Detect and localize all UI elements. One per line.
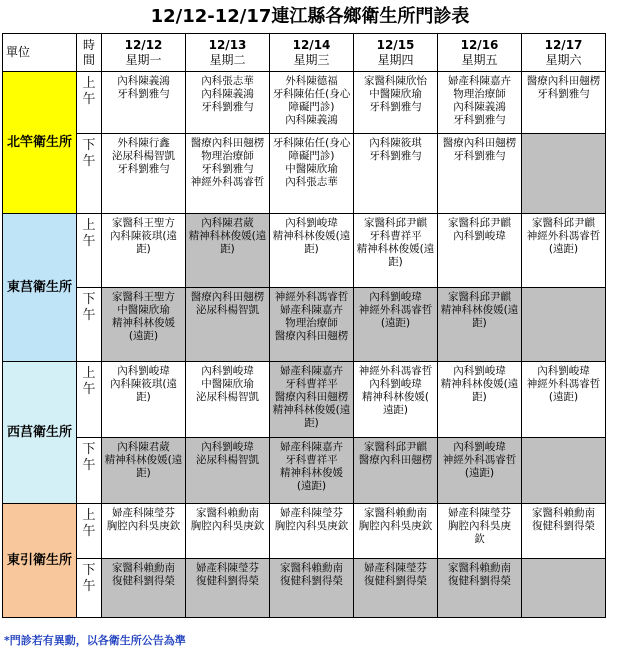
doctor-entry: 復健科劉得榮: [532, 520, 595, 532]
doctor-entry: 距): [304, 417, 319, 429]
doctor-entry: 牙科陳佑任(身心: [272, 88, 351, 100]
doctor-entry: 醫療內科田翹楞: [274, 330, 349, 342]
day-date: 12/17: [544, 37, 583, 52]
site-pm-row: [3, 438, 606, 504]
day-header: [102, 34, 186, 72]
doctor-entry: 內科陳筱琪: [369, 137, 422, 149]
doctor-entry: 內科陳君葳: [201, 217, 254, 229]
schedule-cell: [522, 504, 606, 559]
schedule-cell: [522, 214, 606, 288]
doctor-entry: 婦產科陳嘉卉: [448, 75, 511, 87]
site-am-row: [3, 504, 606, 559]
doctor-entry: 家醫科邱尹麒: [448, 217, 511, 229]
period-char: 上: [82, 218, 96, 233]
doctor-entry: 內科張志華: [285, 176, 338, 188]
doctor-entry: 胸腔內科吳庚: [448, 520, 511, 532]
doctor-entry: (遠距): [464, 467, 495, 479]
schedule-cell: [354, 214, 438, 288]
period-char: 午: [82, 524, 96, 539]
doctor-entry: 神經外科馮睿哲: [526, 230, 601, 242]
day-header: [186, 34, 270, 72]
schedule-cell: [438, 559, 522, 618]
schedule-cell: [102, 504, 186, 559]
schedule-cell: [270, 72, 354, 134]
schedule-cell: [102, 134, 186, 214]
period-am: [77, 214, 102, 288]
schedule-cell: [270, 504, 354, 559]
doctor-entry: 內科張志華: [201, 75, 254, 87]
schedule-cell: [354, 438, 438, 504]
schedule-cell: [102, 72, 186, 134]
doctor-entry: 距): [136, 243, 151, 255]
doctor-entry: 內科劉峻瑋: [201, 365, 254, 377]
schedule-cell: [354, 288, 438, 362]
doctor-entry: 神經外科馮睿哲: [442, 454, 517, 466]
doctor-entry: 內科陳義鴻: [201, 88, 254, 100]
doctor-entry: 內科陳筱琪(遠: [109, 378, 178, 390]
period-char: 午: [82, 308, 96, 323]
doctor-entry: 牙科陳佑任(身心: [272, 137, 351, 149]
day-date: 12/13: [208, 37, 247, 52]
doctor-entry: 復健科劉得榮: [364, 575, 427, 587]
day-weekday: 星期三: [293, 52, 330, 67]
doctor-entry: 婦產科陳嘉卉: [280, 304, 343, 316]
doctor-entry: 復健科劉得榮: [196, 575, 259, 587]
period-char: 下: [82, 563, 96, 578]
schedule-cell: [522, 362, 606, 438]
doctor-entry: 復健科劉得榮: [112, 575, 175, 587]
schedule-cell: [438, 288, 522, 362]
doctor-entry: 家醫科邱尹麒: [532, 217, 595, 229]
doctor-entry: 復健科劉得榮: [448, 575, 511, 587]
doctor-entry: 欽: [474, 533, 485, 545]
schedule-cell: [438, 214, 522, 288]
doctor-entry: 神經外科馮睿哲: [358, 304, 433, 316]
time-header-char: 間: [82, 52, 95, 67]
day-header: [438, 34, 522, 72]
schedule-cell: [354, 72, 438, 134]
schedule-cell: [186, 559, 270, 618]
site-am-row: [3, 362, 606, 438]
schedule-cell: [186, 288, 270, 362]
schedule-cell: [522, 72, 606, 134]
doctor-entry: 婦產科陳瑩芬: [196, 562, 259, 574]
doctor-entry: 精神科林俊媛(遠: [272, 230, 351, 242]
doctor-entry: 婦產科陳瑩芬: [364, 562, 427, 574]
doctor-entry: 內科劉峻瑋: [453, 365, 506, 377]
doctor-entry: 外科陳行鑫: [117, 137, 170, 149]
schedule-cell: [270, 288, 354, 362]
doctor-entry: 牙科曹祥平: [285, 378, 338, 390]
schedule-cell: [102, 362, 186, 438]
doctor-entry: 外科陳德福: [285, 75, 338, 87]
doctor-entry: 牙科劉雅勻: [453, 114, 506, 126]
period-pm: [77, 559, 102, 618]
period-char: 午: [82, 579, 96, 594]
doctor-entry: 距): [220, 243, 235, 255]
doctor-entry: 精神科林俊媛: [112, 317, 175, 329]
doctor-entry: 神經外科馮睿哲: [526, 378, 601, 390]
doctor-entry: 距): [388, 256, 403, 268]
doctor-entry: 精神科林俊媛(遠: [440, 304, 519, 316]
day-header: [270, 34, 354, 72]
schedule-cell: [102, 559, 186, 618]
doctor-entry: 遠距): [382, 404, 409, 416]
doctor-entry: 中醫陳欣瑜: [201, 378, 254, 390]
doctor-entry: 牙科劉雅勻: [453, 150, 506, 162]
doctor-entry: 醫療內科田翹楞: [274, 391, 349, 403]
doctor-entry: 精神科林俊媛(遠: [272, 404, 351, 416]
schedule-cell: [186, 214, 270, 288]
doctor-entry: 婦產科陳嘉卉: [280, 365, 343, 377]
doctor-entry: 距): [472, 391, 487, 403]
doctor-entry: (遠距): [380, 317, 411, 329]
doctor-entry: 內科劉峻瑋: [285, 217, 338, 229]
period-am: [77, 504, 102, 559]
doctor-entry: (遠距): [548, 391, 579, 403]
doctor-entry: 內科陳義鴻: [453, 101, 506, 113]
doctor-entry: (遠距): [548, 243, 579, 255]
schedule-cell: [522, 559, 606, 618]
doctor-entry: 婦產科陳瑩芬: [448, 507, 511, 519]
doctor-entry: 中醫陳欣瑜: [369, 88, 422, 100]
doctor-entry: 內科陳義鴻: [285, 114, 338, 126]
page-title: 12/12-12/17連江縣各鄉衛生所門診表: [150, 6, 470, 27]
doctor-entry: 內科劉峻瑋: [201, 441, 254, 453]
schedule-cell: [102, 438, 186, 504]
doctor-entry: 物理治療師: [453, 88, 506, 100]
doctor-entry: 內科劉峻瑋: [537, 365, 590, 377]
doctor-entry: 婦產科陳瑩芬: [280, 507, 343, 519]
period-char: 午: [82, 382, 96, 397]
day-header: [354, 34, 438, 72]
schedule-cell: [354, 504, 438, 559]
site-name: 東莒衛生所: [3, 214, 77, 362]
doctor-entry: 家醫科賴勳南: [532, 507, 595, 519]
doctor-entry: 醫療內科田翹楞: [190, 291, 265, 303]
day-date: 12/15: [376, 37, 415, 52]
schedule-cell: [438, 362, 522, 438]
doctor-entry: 泌尿科楊智凱: [196, 304, 259, 316]
day-date: 12/12: [124, 37, 163, 52]
doctor-entry: 家醫科賴勳南: [448, 562, 511, 574]
day-weekday: 星期五: [461, 52, 498, 67]
schedule-cell: [522, 288, 606, 362]
day-weekday: 星期一: [125, 52, 162, 67]
doctor-entry: 胸腔內科吳庚欽: [190, 520, 265, 532]
period-char: 下: [82, 442, 96, 457]
day-weekday: 星期六: [545, 52, 582, 67]
doctor-entry: 距): [136, 467, 151, 479]
schedule-cell: [102, 214, 186, 288]
schedule-cell: [438, 72, 522, 134]
period-char: 下: [82, 138, 96, 153]
doctor-entry: 牙科劉雅勻: [537, 88, 590, 100]
schedule-cell: [270, 214, 354, 288]
doctor-entry: 精神科林俊媛(: [361, 391, 430, 403]
unit-header: 單位: [3, 34, 77, 72]
doctor-entry: 家醫科邱尹麒: [364, 441, 427, 453]
doctor-entry: 中醫陳欣瑜: [117, 304, 170, 316]
doctor-entry: 家醫科賴勳南: [280, 562, 343, 574]
doctor-entry: 牙科曹祥平: [369, 230, 422, 242]
period-char: 上: [82, 76, 96, 91]
period-pm: [77, 288, 102, 362]
site-pm-row: [3, 134, 606, 214]
doctor-entry: 家醫科邱尹麒: [364, 217, 427, 229]
doctor-entry: 婦產科陳嘉卉: [280, 441, 343, 453]
schedule-cell: [438, 438, 522, 504]
period-char: 下: [82, 292, 96, 307]
period-char: 上: [82, 508, 96, 523]
period-pm: [77, 134, 102, 214]
doctor-entry: 家醫科王聖方: [112, 291, 175, 303]
doctor-entry: 神經外科馮睿哲: [274, 291, 349, 303]
doctor-entry: 內科劉峻瑋: [453, 441, 506, 453]
schedule-cell: [102, 288, 186, 362]
doctor-entry: 醫療內科田翹楞: [358, 454, 433, 466]
doctor-entry: 胸腔內科吳庚欽: [358, 520, 433, 532]
doctor-entry: 泌尿科楊智凱: [196, 454, 259, 466]
doctor-entry: 精神科林俊媛(遠: [356, 243, 435, 255]
doctor-entry: 距): [136, 391, 151, 403]
schedule-cell: [354, 559, 438, 618]
doctor-entry: 醫療內科田翹楞: [190, 137, 265, 149]
day-weekday: 星期四: [377, 52, 414, 67]
schedule-cell: [186, 72, 270, 134]
doctor-entry: 距): [304, 243, 319, 255]
schedule-cell: [186, 362, 270, 438]
doctor-entry: 家醫科陳欣怡: [364, 75, 427, 87]
site-name: 東引衛生所: [3, 504, 77, 618]
doctor-entry: 物理治療師: [201, 150, 254, 162]
doctor-entry: 內科劉峻瑋: [369, 378, 422, 390]
doctor-entry: 家醫科邱尹麒: [448, 291, 511, 303]
header-row: [3, 34, 606, 72]
doctor-entry: (遠距): [128, 330, 159, 342]
doctor-entry: (遠距): [296, 480, 327, 492]
site-name: 北竿衛生所: [3, 72, 77, 214]
doctor-entry: 神經外科馮睿哲: [358, 365, 433, 377]
site-pm-row: [3, 559, 606, 618]
doctor-entry: 精神科林俊媛(遠: [104, 454, 183, 466]
doctor-entry: 牙科劉雅勻: [117, 163, 170, 175]
doctor-entry: 牙科劉雅勻: [369, 101, 422, 113]
site-am-row: [3, 72, 606, 134]
doctor-entry: 神經外科馮睿哲: [190, 176, 265, 188]
doctor-entry: 婦產科陳瑩芬: [112, 507, 175, 519]
schedule-cell: [270, 362, 354, 438]
doctor-entry: 精神科林俊媛(遠: [440, 378, 519, 390]
doctor-entry: 牙科曹祥平: [285, 454, 338, 466]
day-date: 12/16: [460, 37, 499, 52]
schedule-cell: [354, 362, 438, 438]
period-char: 上: [82, 366, 96, 381]
doctor-entry: 醫療內科田翹楞: [526, 75, 601, 87]
period-char: 午: [82, 92, 96, 107]
schedule-cell: [522, 438, 606, 504]
doctor-entry: 中醫陳欣瑜: [285, 163, 338, 175]
doctor-entry: 家醫科王聖方: [112, 217, 175, 229]
schedule-cell: [354, 134, 438, 214]
schedule-cell: [186, 504, 270, 559]
day-header: [522, 34, 606, 72]
doctor-entry: 家醫科賴勳南: [364, 507, 427, 519]
schedule-cell: [438, 504, 522, 559]
time-header: [77, 34, 102, 72]
day-date: 12/14: [292, 37, 331, 52]
schedule-cell: [522, 134, 606, 214]
doctor-entry: 物理治療師: [285, 317, 338, 329]
doctor-entry: 胸腔內科吳庚欽: [274, 520, 349, 532]
schedule-cell: [270, 438, 354, 504]
doctor-entry: 牙科劉雅勻: [369, 150, 422, 162]
schedule-cell: [270, 559, 354, 618]
period-char: 午: [82, 458, 96, 473]
schedule-cell: [186, 438, 270, 504]
doctor-entry: 胸腔內科吳庚欽: [106, 520, 181, 532]
doctor-entry: 家醫科賴勳南: [112, 562, 175, 574]
doctor-entry: 家醫科賴勳南: [196, 507, 259, 519]
day-weekday: 星期二: [209, 52, 246, 67]
schedule-cell: [270, 134, 354, 214]
doctor-entry: 內科陳筱琪(遠: [109, 230, 178, 242]
doctor-entry: 精神科林俊媛(遠: [188, 230, 267, 242]
schedule-cell: [438, 134, 522, 214]
period-char: 午: [82, 154, 96, 169]
schedule-cell: [186, 134, 270, 214]
doctor-entry: 距): [472, 317, 487, 329]
doctor-entry: 復健科劉得榮: [280, 575, 343, 587]
site-pm-row: [3, 288, 606, 362]
doctor-entry: 障礙門診): [288, 150, 335, 162]
doctor-entry: 牙科劉雅勻: [201, 101, 254, 113]
doctor-entry: 內科陳義鴻: [117, 75, 170, 87]
site-am-row: [3, 214, 606, 288]
doctor-entry: 牙科劉雅勻: [117, 88, 170, 100]
doctor-entry: 醫療內科田翹楞: [442, 137, 517, 149]
period-am: [77, 362, 102, 438]
doctor-entry: 內科陳君葳: [117, 441, 170, 453]
doctor-entry: 精神科林俊媛: [280, 467, 343, 479]
doctor-entry: 牙科劉雅勻: [201, 163, 254, 175]
doctor-entry: 泌尿科楊智凱: [196, 391, 259, 403]
site-name: 西莒衛生所: [3, 362, 77, 504]
time-header-char: 時: [82, 37, 95, 52]
period-char: 午: [82, 234, 96, 249]
doctor-entry: 障礙門診): [288, 101, 335, 113]
clinic-schedule-table: [2, 33, 606, 618]
period-pm: [77, 438, 102, 504]
doctor-entry: 內科劉峻瑋: [369, 291, 422, 303]
footnote: *門診若有異動，以各衛生所公告為準: [4, 634, 186, 647]
doctor-entry: 內科劉峻瑋: [453, 230, 506, 242]
period-am: [77, 72, 102, 134]
doctor-entry: 內科劉峻瑋: [117, 365, 170, 377]
doctor-entry: 泌尿科楊智凱: [112, 150, 175, 162]
